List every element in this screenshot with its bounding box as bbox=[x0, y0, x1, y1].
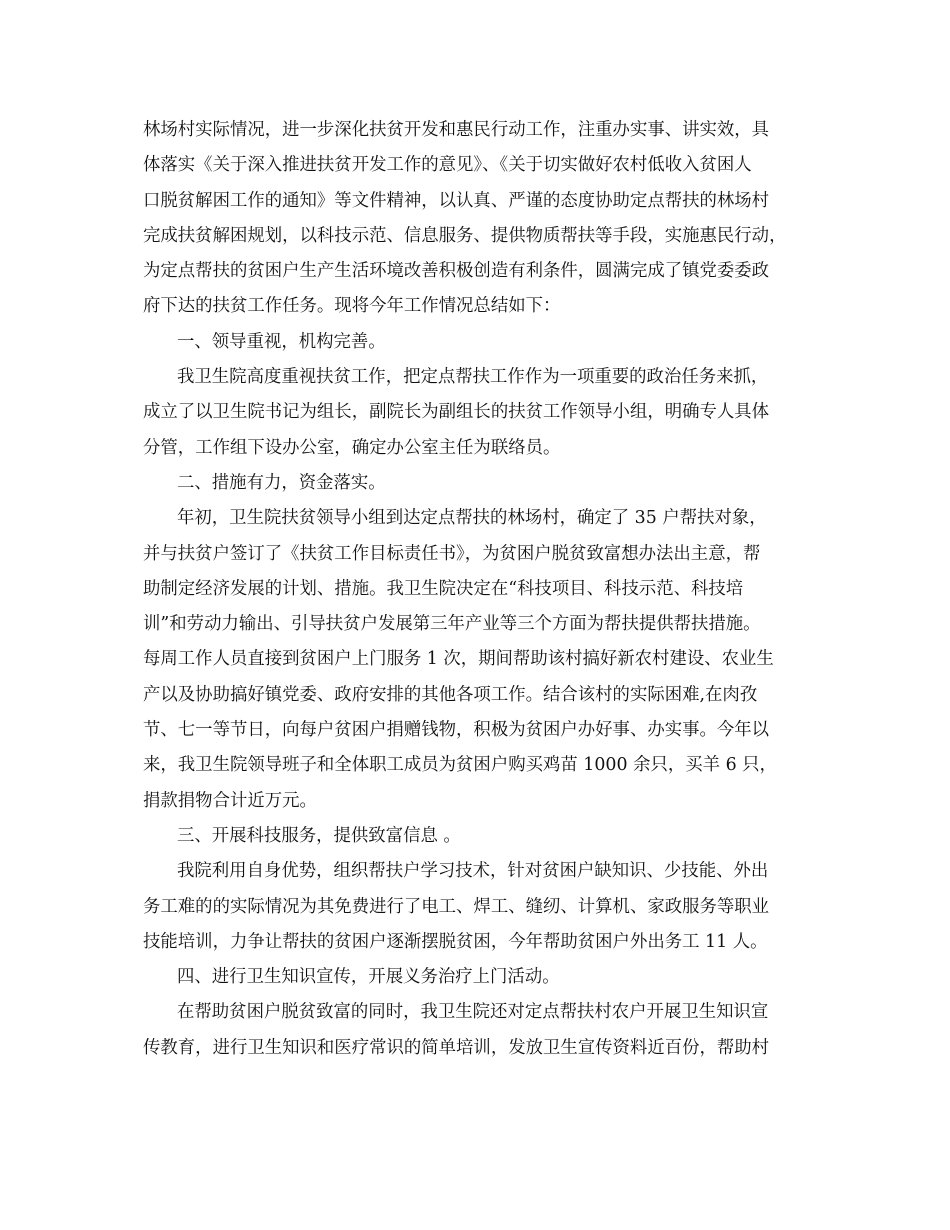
text-line: 林场村实际情况，进一步深化扶贫开发和惠民行动工作，注重办实事、讲实效，具 bbox=[143, 120, 770, 140]
text-line: 成立了以卫生院书记为组长，副院长为副组长的扶贫工作领导小组，明确专人具体 bbox=[143, 402, 770, 423]
text-line: 年初，卫生院扶贫领导小组到达定点帮扶的林场村，确定了 35 户帮扶对象， bbox=[177, 508, 767, 529]
text-line: 助制定经济发展的计划、措施。我卫生院决定在“科技项目、科技示范、科技培 bbox=[143, 578, 744, 599]
text-line: 三、开展科技服务，提供致富信息 。 bbox=[177, 825, 461, 846]
text-line: 体落实《关于深入推进扶贫开发工作的意见》、《关于切实做好农村低收入贫困人 bbox=[143, 155, 752, 176]
text-line: 务工难的的实际情况为其免费进行了电工、焊工、缝纫、计算机、家政服务等职业 bbox=[143, 896, 770, 917]
text-line: 每周工作人员直接到贫困户上门服务 1 次，期间帮助该村搞好新农村建设、农业生 bbox=[143, 649, 774, 670]
text-line: 口脱贫解困工作的通知》等文件精神，以认真、严谨的态度协助定点帮扶的林场村 bbox=[143, 190, 770, 211]
text-line: 一、领导重视，机构完善。 bbox=[177, 331, 386, 352]
text-line: 技能培训，力争让帮扶的贫困户逐渐摆脱贫困，今年帮助贫困户外出务工 11 人。 bbox=[143, 931, 768, 952]
text-line: 节、七一等节日，向每户贫困户捐赠钱物，积极为贫困户办好事、办实事。今年以 bbox=[143, 720, 770, 741]
text-line: 为定点帮扶的贫困户生产生活环境改善积极创造有利条件，圆满完成了镇党委委政 bbox=[143, 261, 770, 282]
text-line: 训”和劳动力输出、引导扶贫户发展第三年产业等三个方面为帮扶提供帮扶措施。 bbox=[143, 614, 761, 635]
document-body bbox=[143, 113, 823, 1066]
text-line: 捐款捐物合计近万元。 bbox=[143, 790, 317, 811]
text-line: 来，我卫生院领导班子和全体职工成员为贫困户购买鸡苗 1000 余只，买羊 6 只， bbox=[143, 755, 777, 776]
text-line: 四、进行卫生知识宣传，开展义务治疗上门活动。 bbox=[177, 967, 560, 988]
text-line: 传教育，进行卫生知识和医疗常识的简单培训，发放卫生宣传资料近百份，帮助村 bbox=[143, 1037, 770, 1058]
text-line: 完成扶贫解困规划，以科技示范、信息服务、提供物质帮扶等手段，实施惠民行动， bbox=[143, 225, 787, 246]
text-line: 在帮助贫困户脱贫致富的同时，我卫生院还对定点帮扶村农户开展卫生知识宣 bbox=[177, 1002, 769, 1023]
text-line: 我院利用自身优势，组织帮扶户学习技术，针对贫困户缺知识、少技能、外出 bbox=[177, 861, 769, 882]
text-line: 二、措施有力，资金落实。 bbox=[177, 472, 386, 493]
text-line: 产以及协助搞好镇党委、政府安排的其他各项工作。结合该村的实际困难,在肉孜 bbox=[143, 684, 758, 705]
text-line: 分管，工作组下设办公室，确定办公室主任为联络员。 bbox=[143, 437, 561, 458]
text-line: 并与扶贫户签订了《扶贫工作目标责任书》，为贫困户脱贫致富想办法出主意，帮 bbox=[143, 543, 761, 564]
text-line: 我卫生院高度重视扶贫工作，把定点帮扶工作作为一项重要的政治任务来抓， bbox=[177, 367, 769, 388]
text-line: 府下达的扶贫工作任务。现将今年工作情况总结如下： bbox=[143, 296, 561, 317]
